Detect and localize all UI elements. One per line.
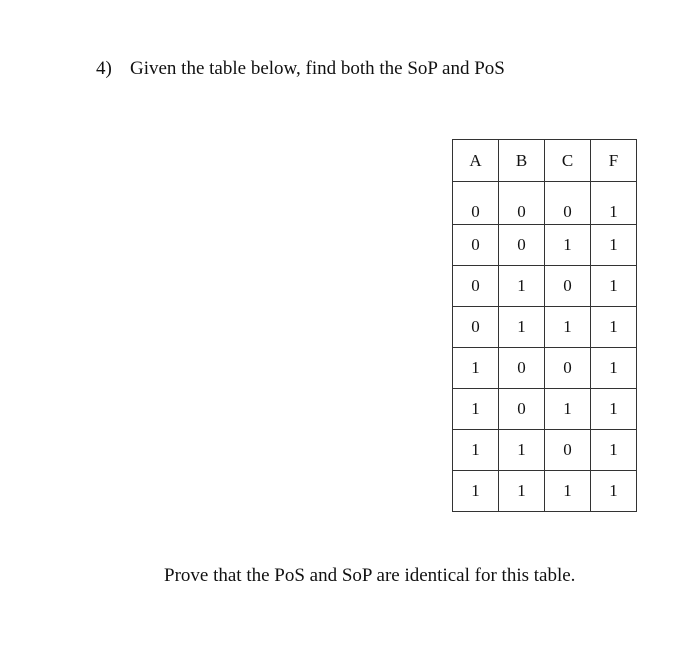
table-cell: 0 <box>499 348 545 389</box>
table-cell: 1 <box>545 225 591 266</box>
table-row <box>453 471 637 512</box>
table-cell: 0 <box>499 389 545 430</box>
table-cell: 1 <box>591 182 637 225</box>
table-row <box>453 389 637 430</box>
table-cell: 1 <box>499 430 545 471</box>
question-heading <box>96 58 505 80</box>
table-cell: 0 <box>545 430 591 471</box>
table-cell: 1 <box>453 389 499 430</box>
table-row <box>453 430 637 471</box>
table-cell: 0 <box>453 225 499 266</box>
table-cell: 0 <box>453 182 499 225</box>
table-cell: 0 <box>499 182 545 225</box>
table-cell: 0 <box>499 225 545 266</box>
header-cell-b: B <box>499 140 545 182</box>
table-cell: 0 <box>545 348 591 389</box>
table-cell: 1 <box>453 430 499 471</box>
table-row <box>453 348 637 389</box>
table-cell: 0 <box>545 182 591 225</box>
header-cell-c: C <box>545 140 591 182</box>
table-row <box>453 225 637 266</box>
table-cell: 1 <box>499 471 545 512</box>
table-cell: 1 <box>499 266 545 307</box>
table-cell: 1 <box>591 471 637 512</box>
table-cell: 1 <box>591 225 637 266</box>
table-cell: 1 <box>499 307 545 348</box>
table-cell: 1 <box>591 307 637 348</box>
table-cell: 0 <box>545 266 591 307</box>
table-row <box>453 182 637 225</box>
truth-table <box>452 139 637 512</box>
table-cell: 1 <box>591 430 637 471</box>
question-number: 4) <box>96 58 112 79</box>
table-cell: 1 <box>545 389 591 430</box>
table-cell: 1 <box>591 389 637 430</box>
table-row <box>453 307 637 348</box>
question-text: Given the table below, find both the SoP and PoS <box>130 58 505 79</box>
table-cell: 1 <box>453 471 499 512</box>
header-cell-a: A <box>453 140 499 182</box>
table-cell: 1 <box>545 471 591 512</box>
table-cell: 0 <box>453 307 499 348</box>
prove-instruction: Prove that the PoS and SoP are identical for this table. <box>164 565 576 586</box>
table-cell: 1 <box>591 266 637 307</box>
table-cell: 0 <box>453 266 499 307</box>
table-cell: 1 <box>453 348 499 389</box>
table-cell: 1 <box>591 348 637 389</box>
table-header-row <box>453 140 637 182</box>
table-row <box>453 266 637 307</box>
header-cell-f: F <box>591 140 637 182</box>
table-cell: 1 <box>545 307 591 348</box>
